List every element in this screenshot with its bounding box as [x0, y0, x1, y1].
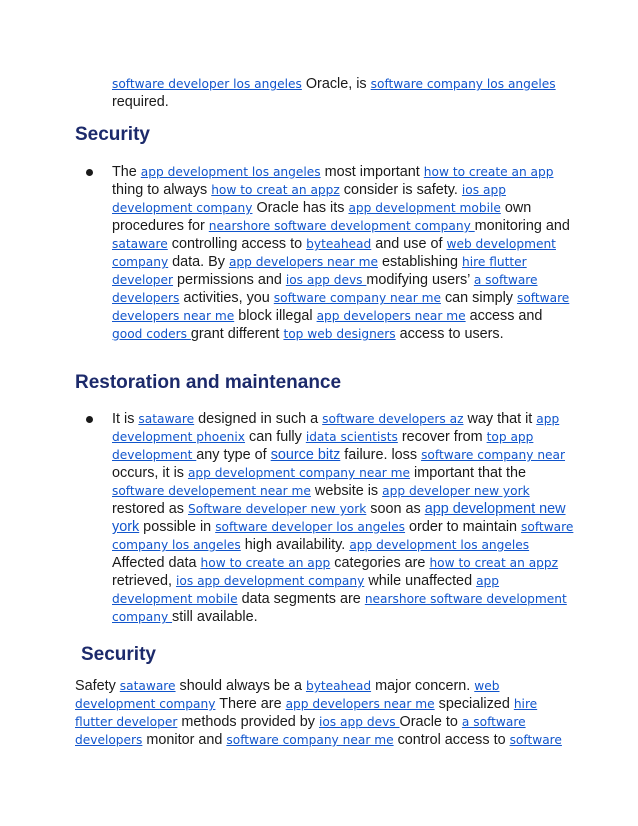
hyperlink[interactable]: how to create an app — [423, 165, 554, 179]
text-run: establishing — [378, 254, 462, 270]
hyperlink[interactable]: software company near me — [273, 291, 441, 305]
text-run: can simply — [440, 290, 517, 306]
heading-restoration: Restoration and maintenance — [75, 372, 342, 393]
text-run: soon as — [366, 501, 425, 517]
hyperlink[interactable]: nearshore software development company — [112, 592, 567, 624]
hyperlink[interactable]: app development los angeles — [349, 538, 530, 552]
hyperlink[interactable]: software developers az — [322, 412, 464, 426]
text-run: Affected data — [112, 555, 201, 571]
hyperlink[interactable]: idata scientists — [305, 430, 398, 444]
text-run: access and — [465, 308, 543, 324]
hyperlink[interactable]: software company los angeles — [370, 77, 556, 91]
hyperlink[interactable]: sataware — [119, 679, 176, 693]
hyperlink[interactable]: software company los angeles — [112, 520, 574, 552]
hyperlink[interactable]: byteahead — [306, 237, 372, 251]
text-run: retrieved, — [112, 573, 176, 589]
hyperlink[interactable]: top web designers — [283, 327, 396, 341]
safety-paragraph — [75, 677, 575, 749]
text-run: access to users. — [395, 326, 504, 342]
hyperlink[interactable]: web development company — [112, 237, 556, 269]
text-run: designed in such a — [194, 411, 323, 427]
text-run: activities, you — [179, 290, 274, 306]
text-run: order to maintain — [405, 519, 522, 535]
text-run: block illegal — [234, 308, 317, 324]
security-bullet — [112, 163, 574, 343]
hyperlink[interactable]: software developer los angeles — [112, 77, 302, 91]
text-run: Safety — [75, 678, 120, 694]
hyperlink[interactable]: app development new york — [112, 501, 566, 535]
text-run: restored as — [112, 501, 188, 517]
text-run: modifying users’ — [366, 272, 474, 288]
text-run: permissions and — [173, 272, 286, 288]
hyperlink[interactable]: hire flutter developer — [75, 697, 538, 729]
hyperlink[interactable]: app development mobile — [348, 201, 501, 215]
hyperlink[interactable]: app developers near me — [316, 309, 466, 323]
hyperlink[interactable]: software developement near me — [112, 484, 311, 498]
text-run: can fully — [245, 429, 306, 445]
bullet-icon — [86, 416, 93, 423]
text-run: controlling access to — [167, 236, 307, 252]
text-run: should always be a — [175, 678, 306, 694]
hyperlink[interactable]: byteahead — [305, 679, 372, 693]
text-run: high availability. — [240, 537, 350, 553]
text-run: any type of — [196, 447, 271, 463]
hyperlink[interactable]: software developers near me — [112, 291, 570, 323]
text-run: It is — [112, 411, 139, 427]
text-run: thing to always — [112, 182, 212, 198]
heading-security-2: Security — [81, 644, 156, 665]
security-bullet-text — [112, 163, 574, 343]
hyperlink[interactable]: sataware — [138, 412, 195, 426]
text-run: There are — [215, 696, 286, 712]
hyperlink[interactable]: software company near me — [226, 733, 394, 747]
text-run: failure. loss — [340, 447, 422, 463]
text-run: way that it — [463, 411, 537, 427]
text-run: website is — [310, 483, 383, 499]
text-run: recover from — [397, 429, 487, 445]
text-run: The — [112, 164, 141, 180]
hyperlink[interactable]: software company near — [421, 448, 566, 462]
hyperlink[interactable]: app development company near me — [187, 466, 411, 480]
restoration-bullet-text — [112, 410, 574, 626]
hyperlink[interactable]: hire flutter developer — [112, 255, 527, 287]
hyperlink[interactable]: app development mobile — [112, 574, 500, 606]
text-run: methods provided by — [177, 714, 319, 730]
hyperlink[interactable]: ios app devs — [285, 273, 367, 287]
text-run: required. — [112, 94, 169, 110]
restoration-bullet — [112, 410, 574, 626]
hyperlink[interactable]: software developer los angeles — [215, 520, 406, 534]
hyperlink[interactable]: Software developer new york — [188, 502, 367, 516]
text-run: own procedures for — [112, 200, 532, 234]
hyperlink[interactable]: web development company — [75, 679, 500, 711]
hyperlink[interactable]: ios app development company — [112, 183, 506, 215]
hyperlink[interactable]: top app development — [112, 430, 534, 462]
hyperlink[interactable]: source bitz — [270, 447, 341, 463]
text-run: most important — [320, 164, 424, 180]
text-run: consider is safety. — [339, 182, 462, 198]
text-run: data. By — [168, 254, 229, 270]
text-run: Oracle, is — [301, 76, 371, 92]
text-run: Oracle has its — [252, 200, 349, 216]
text-run: possible in — [139, 519, 216, 535]
lead-paragraph — [112, 75, 582, 111]
hyperlink[interactable]: app developers near me — [228, 255, 378, 269]
hyperlink[interactable]: a software developers — [75, 715, 526, 747]
heading-security: Security — [75, 124, 150, 145]
text-run: and use of — [371, 236, 447, 252]
text-run: important that the — [410, 465, 527, 481]
hyperlink[interactable]: ios app devs — [318, 715, 400, 729]
text-run: categories are — [330, 555, 430, 571]
text-run: Oracle to — [399, 714, 462, 730]
text-run: data segments are — [237, 591, 365, 607]
hyperlink[interactable]: app developer new york — [382, 484, 530, 498]
bullet-icon — [86, 169, 93, 176]
text-run: major concern. — [371, 678, 475, 694]
hyperlink[interactable]: app development phoenix — [112, 412, 560, 444]
text-run: monitoring and — [474, 218, 570, 234]
text-run: monitor and — [142, 732, 227, 748]
hyperlink[interactable]: good coders — [112, 327, 191, 341]
text-run: occurs, it is — [112, 465, 188, 481]
hyperlink[interactable]: ios app development company — [176, 574, 365, 588]
hyperlink[interactable]: software — [509, 733, 562, 747]
hyperlink[interactable]: app development los angeles — [140, 165, 321, 179]
hyperlink[interactable]: app developers near me — [285, 697, 435, 711]
hyperlink[interactable]: how to create an app — [200, 556, 331, 570]
text-run: while unaffected — [364, 573, 477, 589]
hyperlink[interactable]: a software developers — [112, 273, 538, 305]
text-run: grant different — [190, 326, 284, 342]
hyperlink[interactable]: how to creat an appz — [211, 183, 340, 197]
hyperlink[interactable]: sataware — [112, 237, 168, 251]
text-run: control access to — [393, 732, 510, 748]
text-run: still available. — [172, 609, 258, 625]
hyperlink[interactable]: how to creat an appz — [429, 556, 559, 570]
hyperlink[interactable]: nearshore software development company — [208, 219, 475, 233]
text-run: specialized — [434, 696, 514, 712]
